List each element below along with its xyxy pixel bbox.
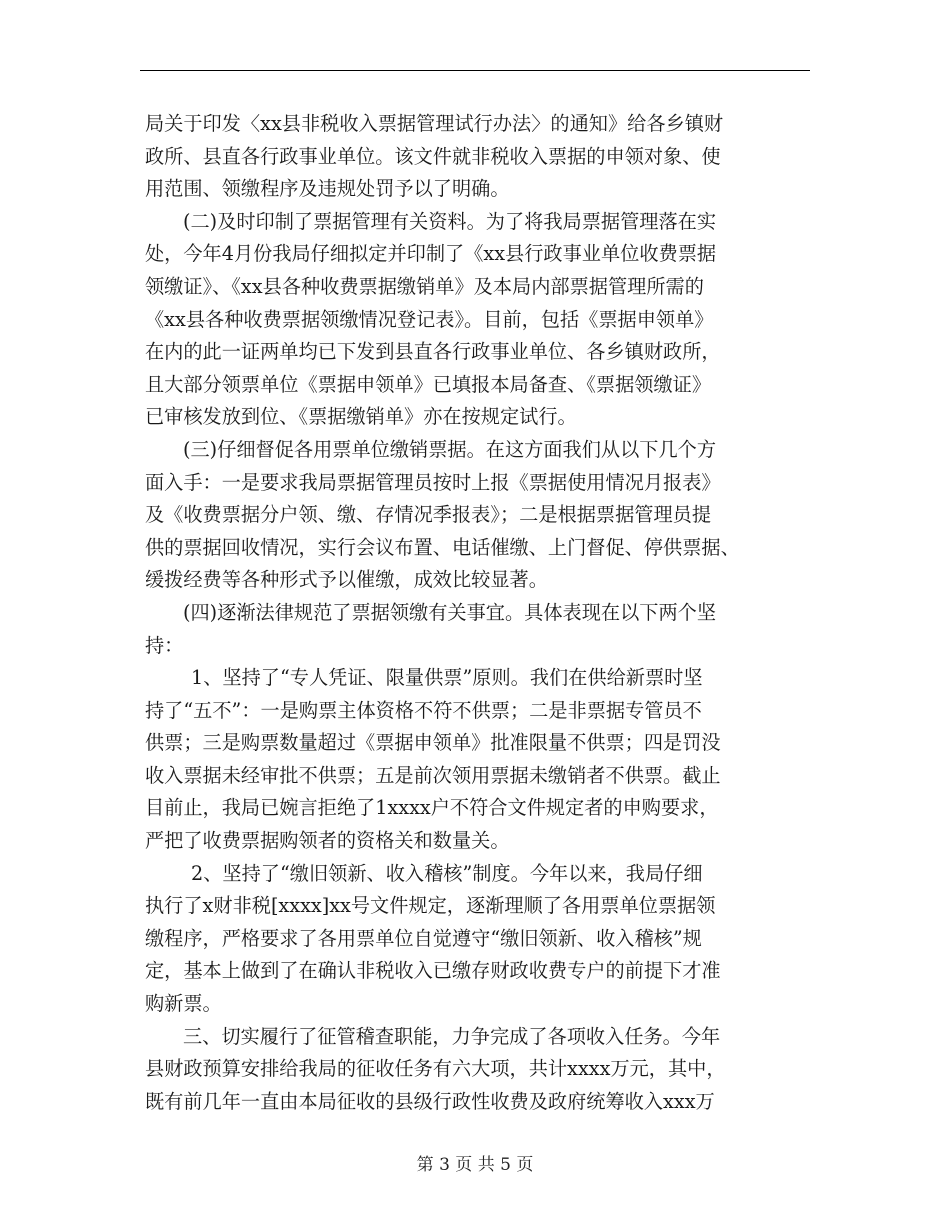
text-line: 持：	[145, 633, 184, 657]
text-line: 收入票据未经审批不供票；五是前次领用票据未缴销者不供票。截止	[145, 763, 721, 787]
text-line: 执行了x财非税[xxxx]xx号文件规定，逐渐理顺了各用票单位票据领	[145, 894, 716, 918]
text-line: 目前止，我局已婉言拒绝了1xxxx户不符合文件规定者的申购要求，	[145, 796, 719, 820]
text-line: 严把了收费票据购领者的资格关和数量关。	[145, 829, 510, 853]
text-line: (三)仔细督促各用票单位缴销票据。在这方面我们从以下几个方	[183, 437, 717, 461]
text-line: 县财政预算安排给我局的征收任务有六大项，共计xxxx万元，其中，	[145, 1057, 726, 1081]
text-line: 及《收费票据分户领、缴、存情况季报表》；二是根据票据管理员提	[145, 503, 712, 527]
text-line: 局关于印发〈xx县非税收入票据管理试行办法〉的通知》给各乡镇财	[145, 112, 724, 135]
text-line: 在内的此一证两单均已下发到县直各行政事业单位、各乡镇财政所，	[145, 340, 721, 364]
page-footer: 第 3 页 共 5 页	[416, 1155, 534, 1175]
text-line: (二)及时印制了票据管理有关资料。为了将我局票据管理落在实	[183, 209, 717, 233]
text-line: 持了“五不”：一是购票主体资格不符不供票；二是非票据专管员不	[145, 698, 702, 722]
document-body	[145, 108, 810, 1118]
text-line: 《xx县各种收费票据领缴情况登记表》。目前，包括《票据申领单》	[145, 307, 714, 331]
text-line: 购新票。	[145, 992, 222, 1016]
text-line: 缓拨经费等各种形式予以催缴，成效比较显著。	[145, 568, 548, 592]
text-line: 面入手：一是要求我局票据管理员按时上报《票据使用情况月报表》	[145, 470, 721, 494]
text-line: 领缴证》、《xx县各种收费票据缴销单》及本局内部票据管理所需的	[145, 274, 704, 298]
text-line: 1、坚持了“专人凭证、限量供票”原则。我们在供给新票时坚	[191, 666, 703, 690]
text-line: 处，今年4月份我局仔细拟定并印制了《xx县行政事业单位收费票据	[145, 242, 717, 266]
text-line: (四)逐渐法律规范了票据领缴有关事宜。具体表现在以下两个坚	[183, 600, 717, 624]
text-line: 三、切实履行了征管稽查职能，力争完成了各项收入任务。今年	[183, 1024, 721, 1048]
text-line: 定，基本上做到了在确认非税收入已缴存财政收费专户的前提下才准	[145, 959, 721, 983]
text-line: 政所、县直各行政事业单位。该文件就非税收入票据的申领对象、使	[145, 144, 721, 168]
text-line: 已审核发放到位、《票据缴销单》亦在按规定试行。	[145, 405, 577, 429]
text-line: 且大部分领票单位《票据申领单》已填报本局备查、《票据领缴证》	[145, 372, 712, 396]
text-line: 用范围、领缴程序及违规处罚予以了明确。	[145, 177, 510, 201]
text-line: 2、坚持了“缴旧领新、收入稽核”制度。今年以来，我局仔细	[191, 861, 703, 885]
text-line: 既有前几年一直由本局征收的县级行政性收费及政府统筹收入xxx万	[145, 1089, 715, 1113]
text-line: 供的票据回收情况，实行会议布置、电话催缴、上门督促、停供票据、	[145, 535, 740, 559]
text-line: 供票；三是购票数量超过《票据申领单》批准限量不供票；四是罚没	[145, 731, 721, 755]
header-rule	[140, 70, 810, 71]
text-line: 缴程序，严格要求了各用票单位自觉遵守“缴旧领新、收入稽核”规	[145, 926, 702, 950]
